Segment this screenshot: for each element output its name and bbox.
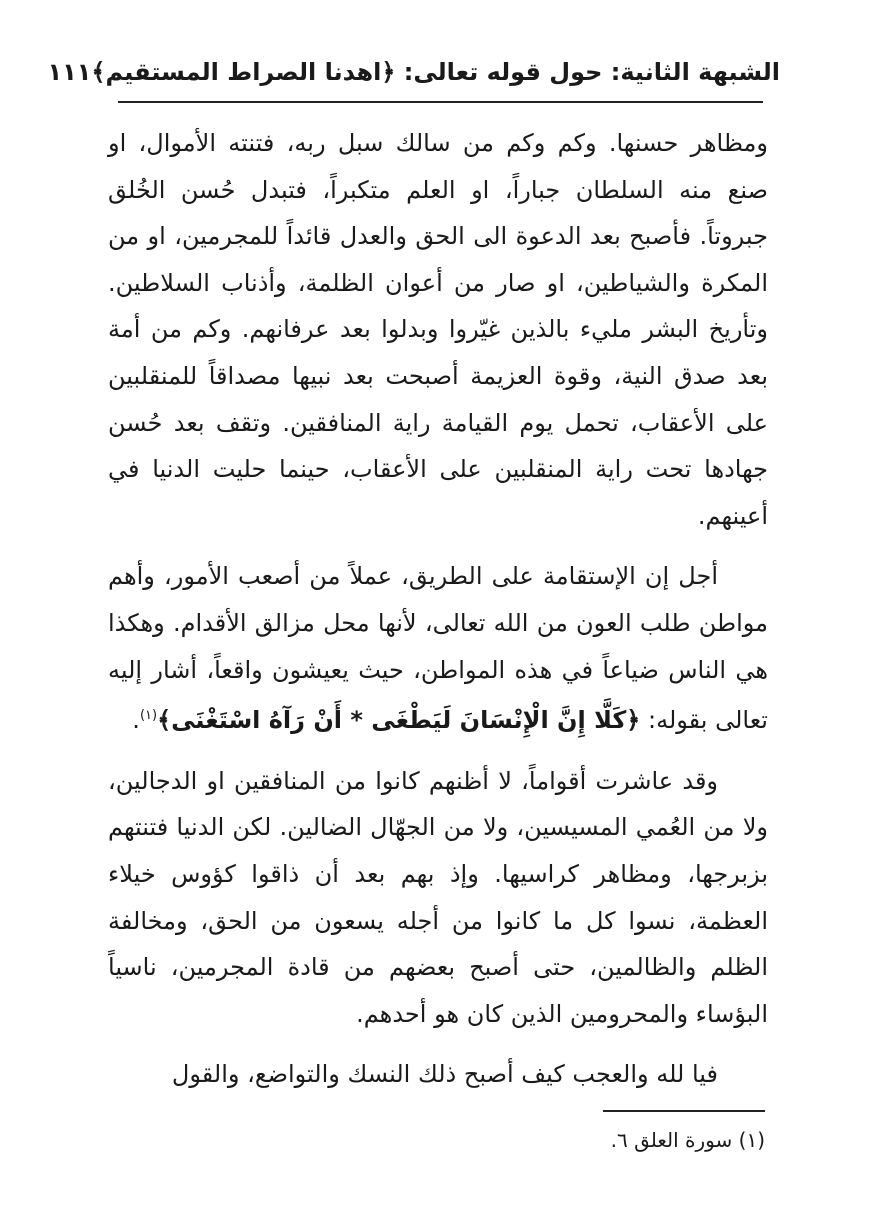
footnote: (١) سورة العلق ٦.	[610, 1128, 765, 1152]
paragraph-1: ومظاهر حسنها. وكم وكم من سالك سبل ربه، فتنته الأموال، او صنع منه السلطان جباراً، او العلم متكبراً، فتبدل حُسن الخُلق جبروتاً. فأصبح بعد الدعوة الى الحق والعدل قائداً للمجرمين، او من المكرة والشياطين، او صار من أعوان الظلمة، وأذناب السلاطين. وتأريخ البشر مليء بالذين غيّروا وبدلوا بعد عرفانهم. وكم من أمة بعد صدق النية، وقوة العزيمة أصبحت بعد نبيها مصداقاً للمنقلبين على الأعقاب، تحمل يوم القيامة راية المنافقين. وتقف بعد حُسن جهادها تحت راية المنقلبين على الأعقاب، حينما حليت الدنيا في أعينهم.	[108, 129, 768, 530]
running-title: الشبهة الثانية: حول قوله تعالى: ﴿اهدنا الصراط المستقيم﴾	[91, 58, 780, 86]
paragraph-4: فيا لله والعجب كيف أصبح ذلك النسك والتواضع، والقول	[171, 1060, 718, 1089]
paragraph-2-end: .	[132, 706, 140, 735]
footnote-divider	[603, 1110, 765, 1112]
page-number: ١١١	[47, 58, 92, 86]
footnote-reference: (١)	[139, 708, 158, 724]
header-divider	[118, 101, 763, 103]
body-text	[108, 120, 768, 1098]
paragraph-2	[108, 553, 768, 743]
page-header	[47, 52, 780, 92]
quran-verse: ﴿كَلَّا إِنَّ الْإِنْسَانَ لَيَطْغَى * أَنْ رَآهُ اسْتَغْنَى﴾	[157, 706, 641, 735]
paragraph-2-text: أجل إن الإستقامة على الطريق، عملاً من أصعب الأمور، وأهم مواطن طلب العون من الله تعالى، لأنها محل مزالق الأقدام. وهكذا هي الناس ضياعاً في هذه المواطن، حيث يعيشون واقعاً، أشار إليه تعالى بقوله:	[108, 562, 768, 735]
paragraph-3: وقد عاشرت أقواماً، لا أظنهم كانوا من المنافقين او الدجالين، ولا من العُمي المسيسين، ولا من الجهّال الضالين. لكن الدنيا فتنتهم بزبرجها، ومظاهر كراسيها. وإذ بهم بعد أن ذاقوا كؤوس خيلاء العظمة، نسوا كل ما كانوا من أجله يسعون من الحق، ومخالفة الظلم والظالمين، حتى أصبح بعضهم من قادة المجرمين، ناسياً البؤساء والمحرومين الذين كان هو أحدهم.	[108, 766, 768, 1028]
